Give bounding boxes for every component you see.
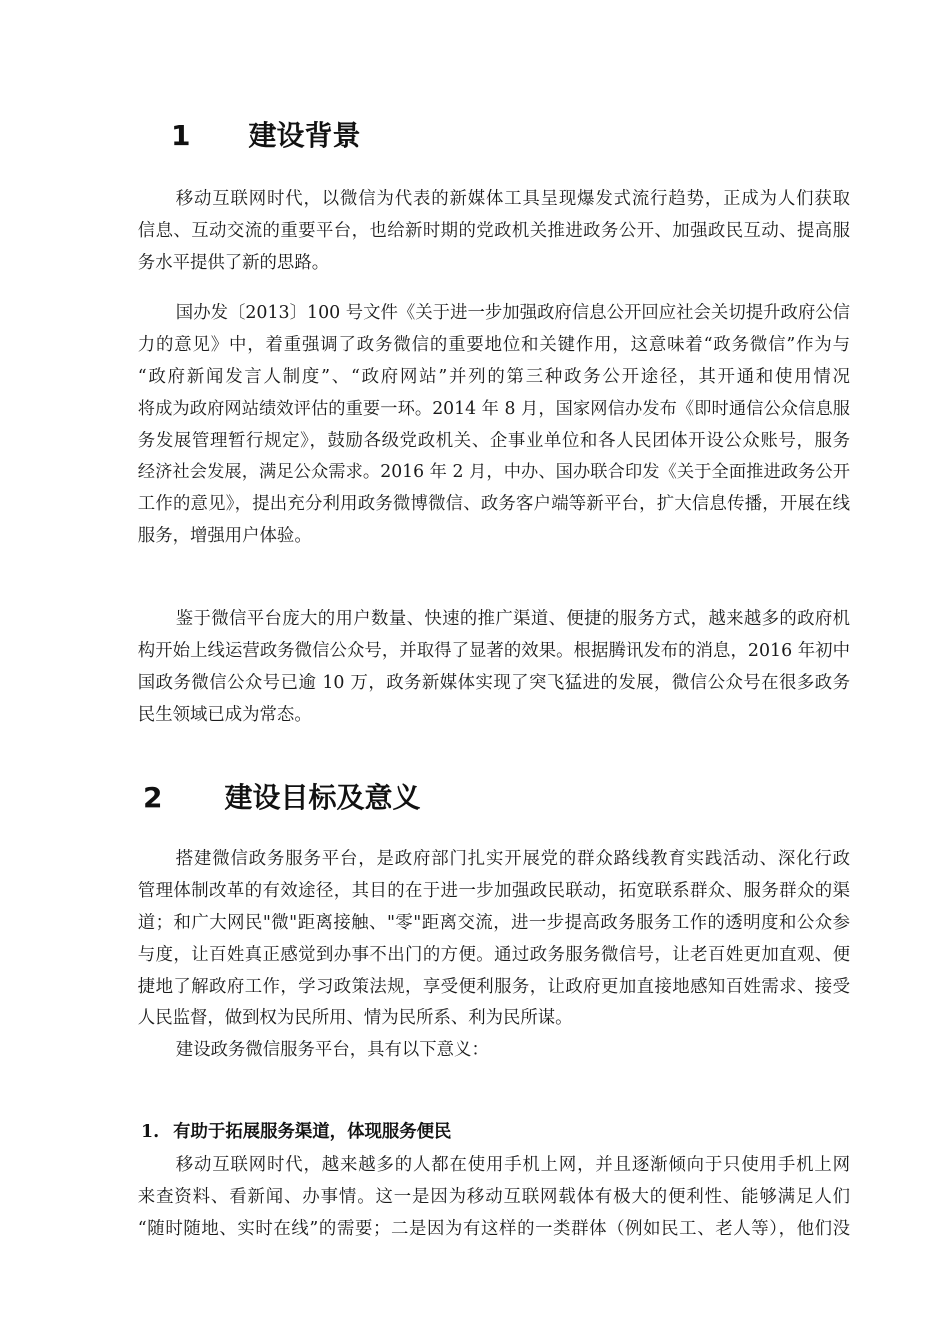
text-line: 捷地了解政府工作，学习政策法规，享受便利服务，让政府更加直接地感知百姓需求、接受	[137, 976, 850, 997]
section-2-paragraph-1	[103, 844, 850, 1035]
text-line: “政府新闻发言人制度”、“政府网站”并列的第三种政务公开途径，其开通和使用情况	[137, 366, 850, 387]
section-2-title: 建设目标及意义	[224, 781, 421, 814]
text-line: 务发展管理暂行规定》，鼓励各级党政机关、企事业单位和各人民团体开设公众账号，服务	[137, 430, 850, 451]
text-line: 力的意见》中，着重强调了政务微信的重要地位和关键作用，这意味着“政务微信”作为与	[137, 334, 850, 355]
section-1-number: 1	[171, 119, 191, 152]
text-line: 民生领域已成为常态。	[137, 704, 312, 725]
text-line: 构开始上线运营政务微信公众号，并取得了显著的效果。根据腾讯发布的消息，2016 年初中	[137, 640, 850, 661]
text-line: 来查资料、看新闻、办事情。这一是因为移动互联网载体有极大的便利性、能够满足人们	[137, 1186, 850, 1207]
subsection-1-number: 1.	[141, 1122, 160, 1142]
text-line: 与度，让百姓真正感觉到办事不出门的方便。通过政务服务微信号，让老百姓更加直观、便	[137, 944, 850, 965]
text-line: 服务，增强用户体验。	[137, 526, 312, 547]
section-1-paragraph-1	[103, 184, 850, 280]
text-line: 经济社会发展，满足公众需求。2016 年 2 月，中办、国办联合印发《关于全面推进政务公开	[137, 462, 850, 483]
section-1-paragraph-2	[103, 298, 850, 553]
text-line: 鉴于微信平台庞大的用户数量、快速的推广渠道、便捷的服务方式，越来越多的政府机	[175, 609, 850, 629]
section-1-paragraph-3	[103, 604, 850, 732]
text-line: 道；和广大网民"微"距离接触、"零"距离交流，进一步提高政务服务工作的透明度和公众参	[137, 912, 850, 933]
text-line: 移动互联网时代，以微信为代表的新媒体工具呈现爆发式流行趋势，正成为人们获取	[175, 189, 850, 209]
text-line: 将成为政府网站绩效评估的重要一环。2014 年 8 月，国家网信办发布《即时通信公众信息服	[137, 398, 850, 419]
text-line: 务水平提供了新的思路。	[137, 252, 330, 273]
subsection-1-title: 有助于拓展服务渠道，体现服务便民	[173, 1122, 452, 1142]
text-line: 国办发〔2013〕100 号文件《关于进一步加强政府信息公开回应社会关切提升政府公信	[175, 303, 851, 323]
text-line: 人民监督，做到权为民所用、情为民所系、利为民所谋。	[137, 1008, 573, 1029]
section-2-heading	[143, 776, 421, 816]
text-line: 搭建微信政务服务平台，是政府部门扎实开展党的群众路线教育实践活动、深化行政	[175, 849, 850, 869]
subsection-1-paragraph-1	[103, 1150, 850, 1246]
section-2-number: 2	[143, 781, 163, 814]
text-line: 工作的意见》，提出充分利用政务微博微信、政务客户端等新平台，扩大信息传播，开展在线	[137, 494, 850, 515]
subsection-1-heading	[141, 1117, 451, 1142]
section-1-title: 建设背景	[248, 119, 361, 152]
text-line: 信息、互动交流的重要平台，也给新时期的党政机关推进政务公开、加强政民互动、提高服	[137, 220, 850, 241]
text-line: 移动互联网时代，越来越多的人都在使用手机上网，并且逐渐倾向于只使用手机上网	[175, 1155, 850, 1175]
section-2-paragraph-2	[103, 1035, 850, 1067]
text-line: 建设政务微信服务平台，具有以下意义：	[175, 1040, 489, 1060]
text-line: “随时随地、实时在线”的需要；二是因为有这样的一类群体（例如民工、老人等），他们没	[137, 1218, 850, 1239]
text-line: 管理体制改革的有效途径，其目的在于进一步加强政民联动，拓宽联系群众、服务群众的渠	[137, 880, 850, 901]
section-1-heading	[171, 114, 361, 154]
text-line: 国政务微信公众号已逾 10 万，政务新媒体实现了突飞猛进的发展，微信公众号在很多政务	[137, 672, 850, 693]
